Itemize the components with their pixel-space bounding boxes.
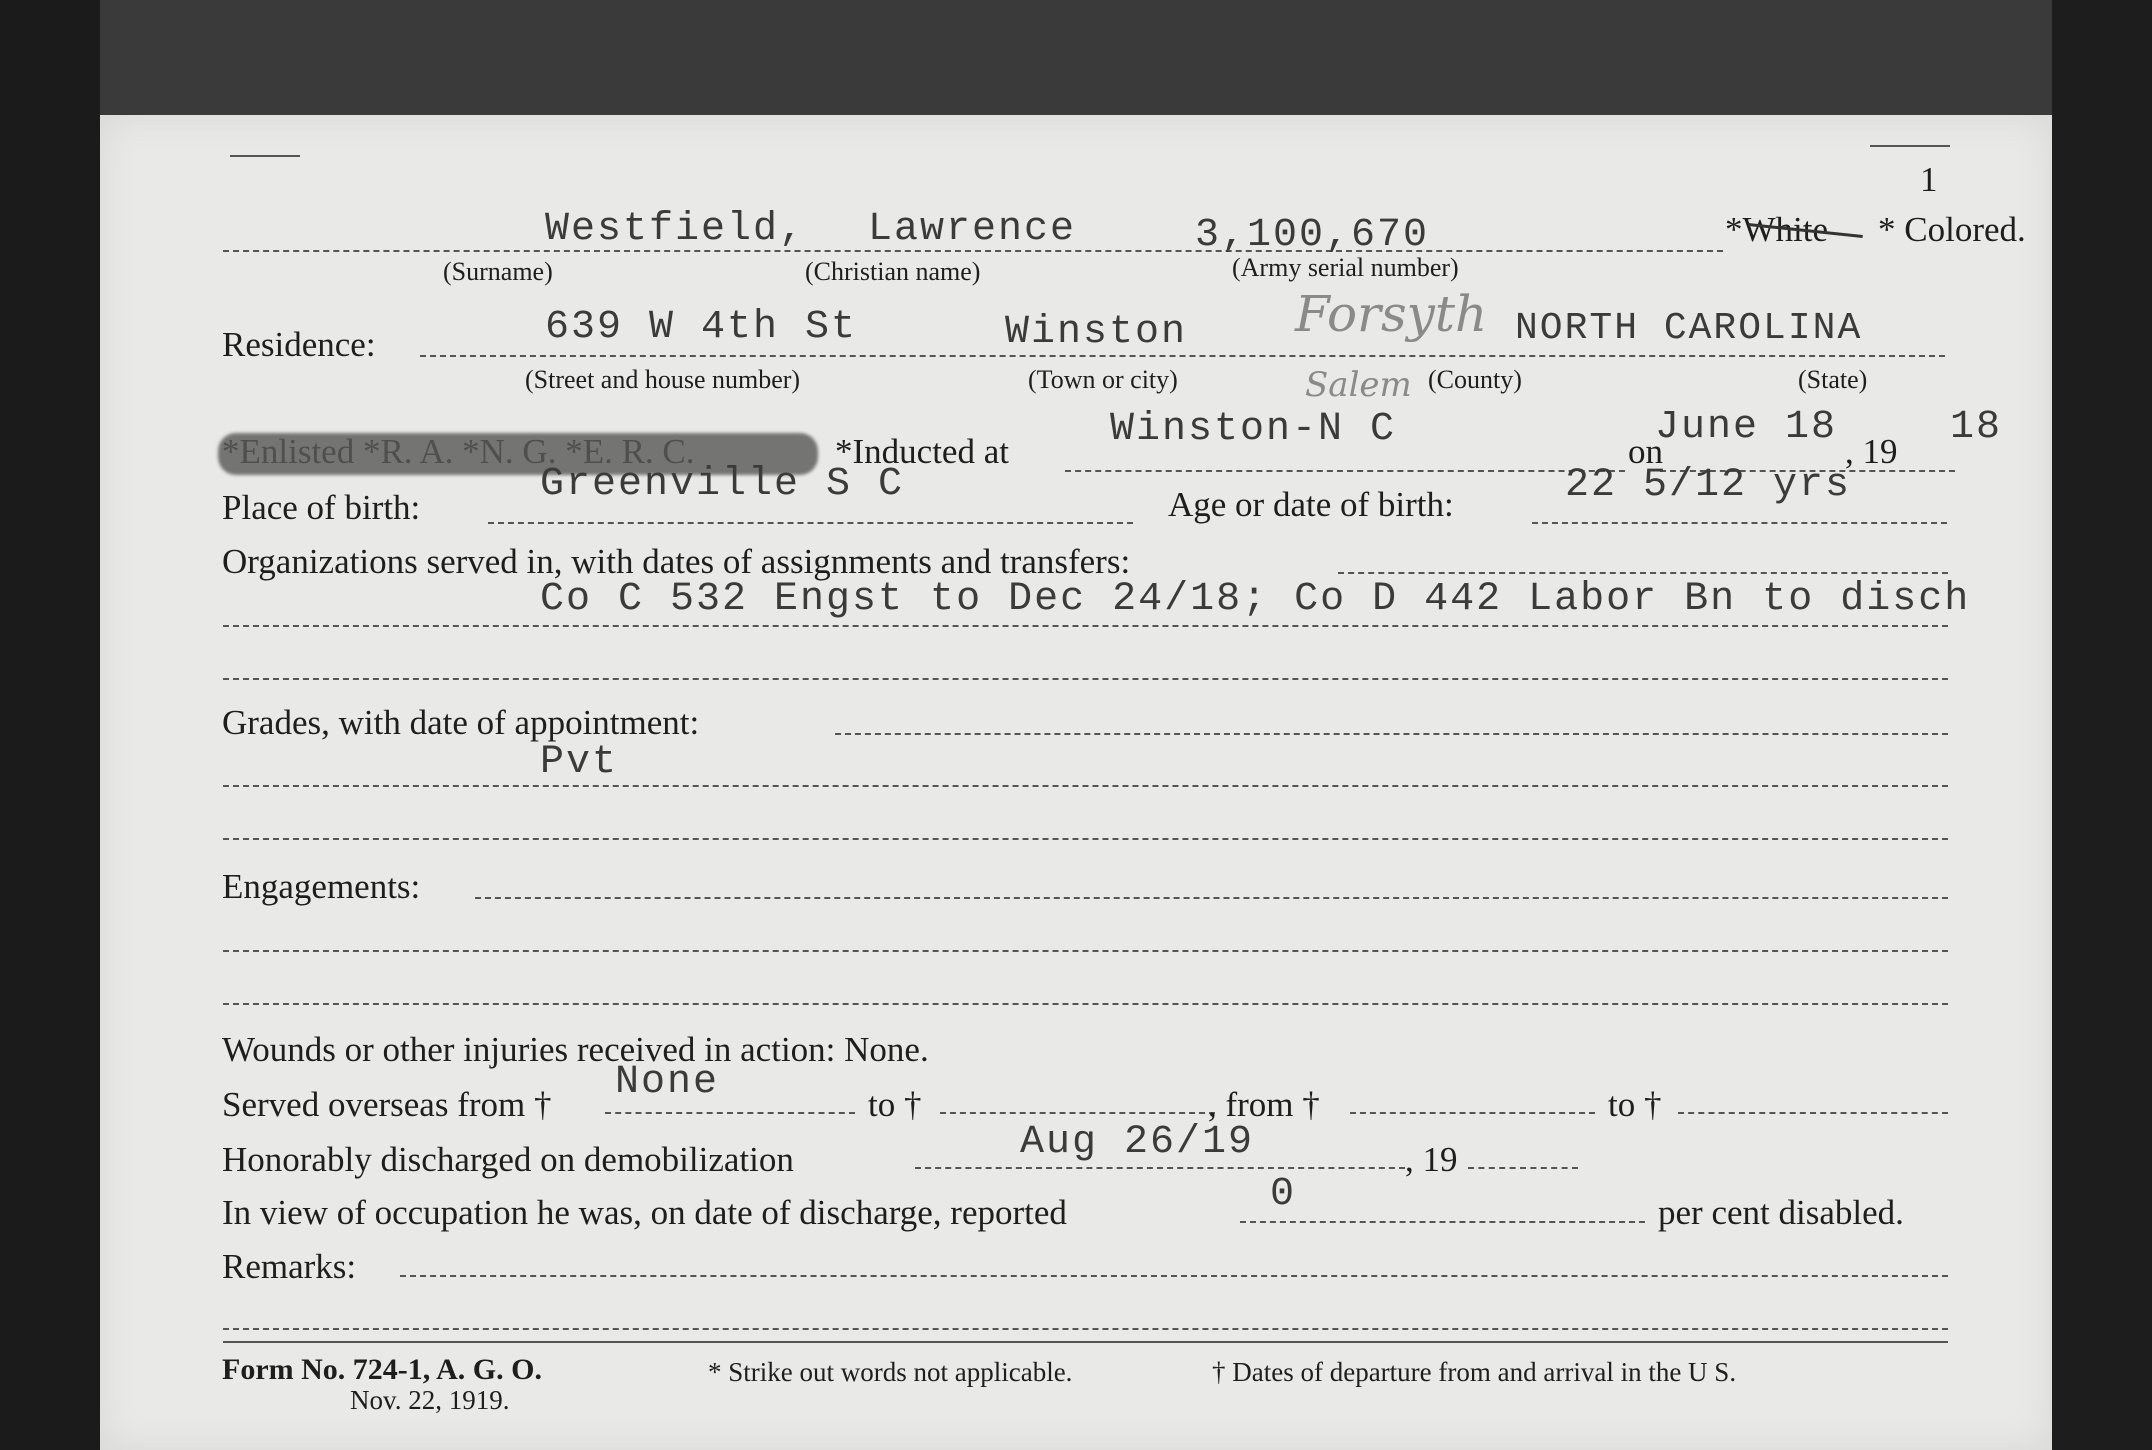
discharge-label: Honorably discharged on demobilization [222,1140,794,1179]
residence-label: Residence: [222,325,376,364]
inducted-line [1065,470,1625,472]
organizations-label: Organizations served in, with dates of assignments and transfers: [222,542,1131,581]
caption-county: (County) [1428,365,1522,394]
grades-value: Pvt [540,740,619,785]
grades-line-3 [223,838,1948,840]
overseas-to-label-2: to † [1608,1085,1662,1124]
remarks-label: Remarks: [222,1247,357,1286]
disability-value: 0 [1270,1172,1297,1217]
remarks-line-1 [400,1275,1948,1277]
inducted-year-prefix: , 19 [1845,432,1898,471]
form-number: Form No. 724-1, A. G. O. [222,1353,542,1386]
corner-mark [230,155,300,157]
inducted-on-label: on [1628,432,1663,471]
residence-county: Forsyth [1295,285,1488,343]
residence-street: 639 W 4th St [545,305,858,350]
residence-state: NORTH CAROLINA [1515,307,1863,350]
caption-christian-name: (Christian name) [805,257,981,286]
overseas-from-value: None [615,1060,720,1105]
organizations-line-1 [1338,572,1948,574]
remarks-line-2 [223,1328,1948,1330]
grades-line-1 [835,733,1948,735]
footer-rule [223,1341,1948,1343]
serial-number: 3,100,670 [1195,213,1430,258]
inducted-label: *Inducted at [835,432,1009,471]
page-number: 1 [1920,160,1938,199]
disability-suffix: per cent disabled. [1658,1193,1904,1232]
surname: Westfield, [545,207,806,252]
engagements-line-1 [475,897,1948,899]
birth-place-line [488,522,1133,524]
race-white: *White [1725,210,1829,249]
scan-border-left [0,0,100,1450]
overseas-from-label-2: , from † [1208,1085,1320,1124]
caption-serial-number: (Army serial number) [1232,253,1459,282]
discharge-year-prefix: , 19 [1405,1140,1458,1179]
grades-label: Grades, with date of appointment: [222,703,700,742]
engagements-line-2 [223,950,1948,952]
inducted-year: 18 [1950,405,2003,450]
age-value: 22 5/12 yrs [1565,463,1852,508]
age-line [1532,522,1947,524]
inducted-place: Winston-N C [1110,407,1397,452]
form-date: Nov. 22, 1919. [350,1385,510,1415]
grades-line-2 [223,785,1948,787]
footnote-dates: † Dates of departure from and arrival in the U S. [1212,1357,1737,1387]
overseas-from-label: Served overseas from † [222,1085,552,1124]
overseas-to-line-2 [1678,1112,1948,1114]
overseas-to-label-1: to † [868,1085,922,1124]
engagements-line-3 [223,1003,1948,1005]
birth-place-label: Place of birth: [222,488,421,527]
discharge-date: Aug 26/19 [1020,1120,1255,1165]
wounds-label: Wounds or other injuries received in action: None. [222,1030,929,1069]
overseas-from-line-2 [1350,1112,1595,1114]
disability-label: In view of occupation he was, on date of discharge, reported [222,1193,1067,1232]
engagements-label: Engagements: [222,867,421,906]
discharge-line [915,1167,1405,1169]
residence-town-annotation: Salem [1305,365,1412,405]
residence-town: Winston [1005,310,1188,355]
scan-border-right [2052,0,2152,1450]
caption-state: (State) [1798,365,1868,394]
overseas-from-line [605,1112,855,1114]
age-label: Age or date of birth: [1168,485,1454,524]
scan-border-top [100,0,2052,118]
footnote-strike-out: * Strike out words not applicable. [708,1357,1073,1387]
organizations-line-2 [223,625,1948,627]
organizations-line-3 [223,678,1948,680]
christian-name: Lawrence [868,207,1077,252]
inducted-date: June 18 [1655,405,1838,450]
birth-place: Greenville S C [540,462,905,507]
caption-street: (Street and house number) [525,365,801,394]
caption-surname: (Surname) [443,257,553,286]
disability-line [1240,1221,1645,1223]
organizations-value: Co C 532 Engst to Dec 24/18; Co D 442 Labor Bn to disch [540,577,1971,622]
overseas-to-line-1 [940,1112,1215,1114]
caption-town: (Town or city) [1028,365,1178,394]
residence-line [420,355,1945,357]
corner-rule [1870,145,1950,147]
service-record-card [100,115,2052,1450]
race-colored: * Colored. [1878,210,2026,249]
discharge-year-line [1468,1167,1578,1169]
